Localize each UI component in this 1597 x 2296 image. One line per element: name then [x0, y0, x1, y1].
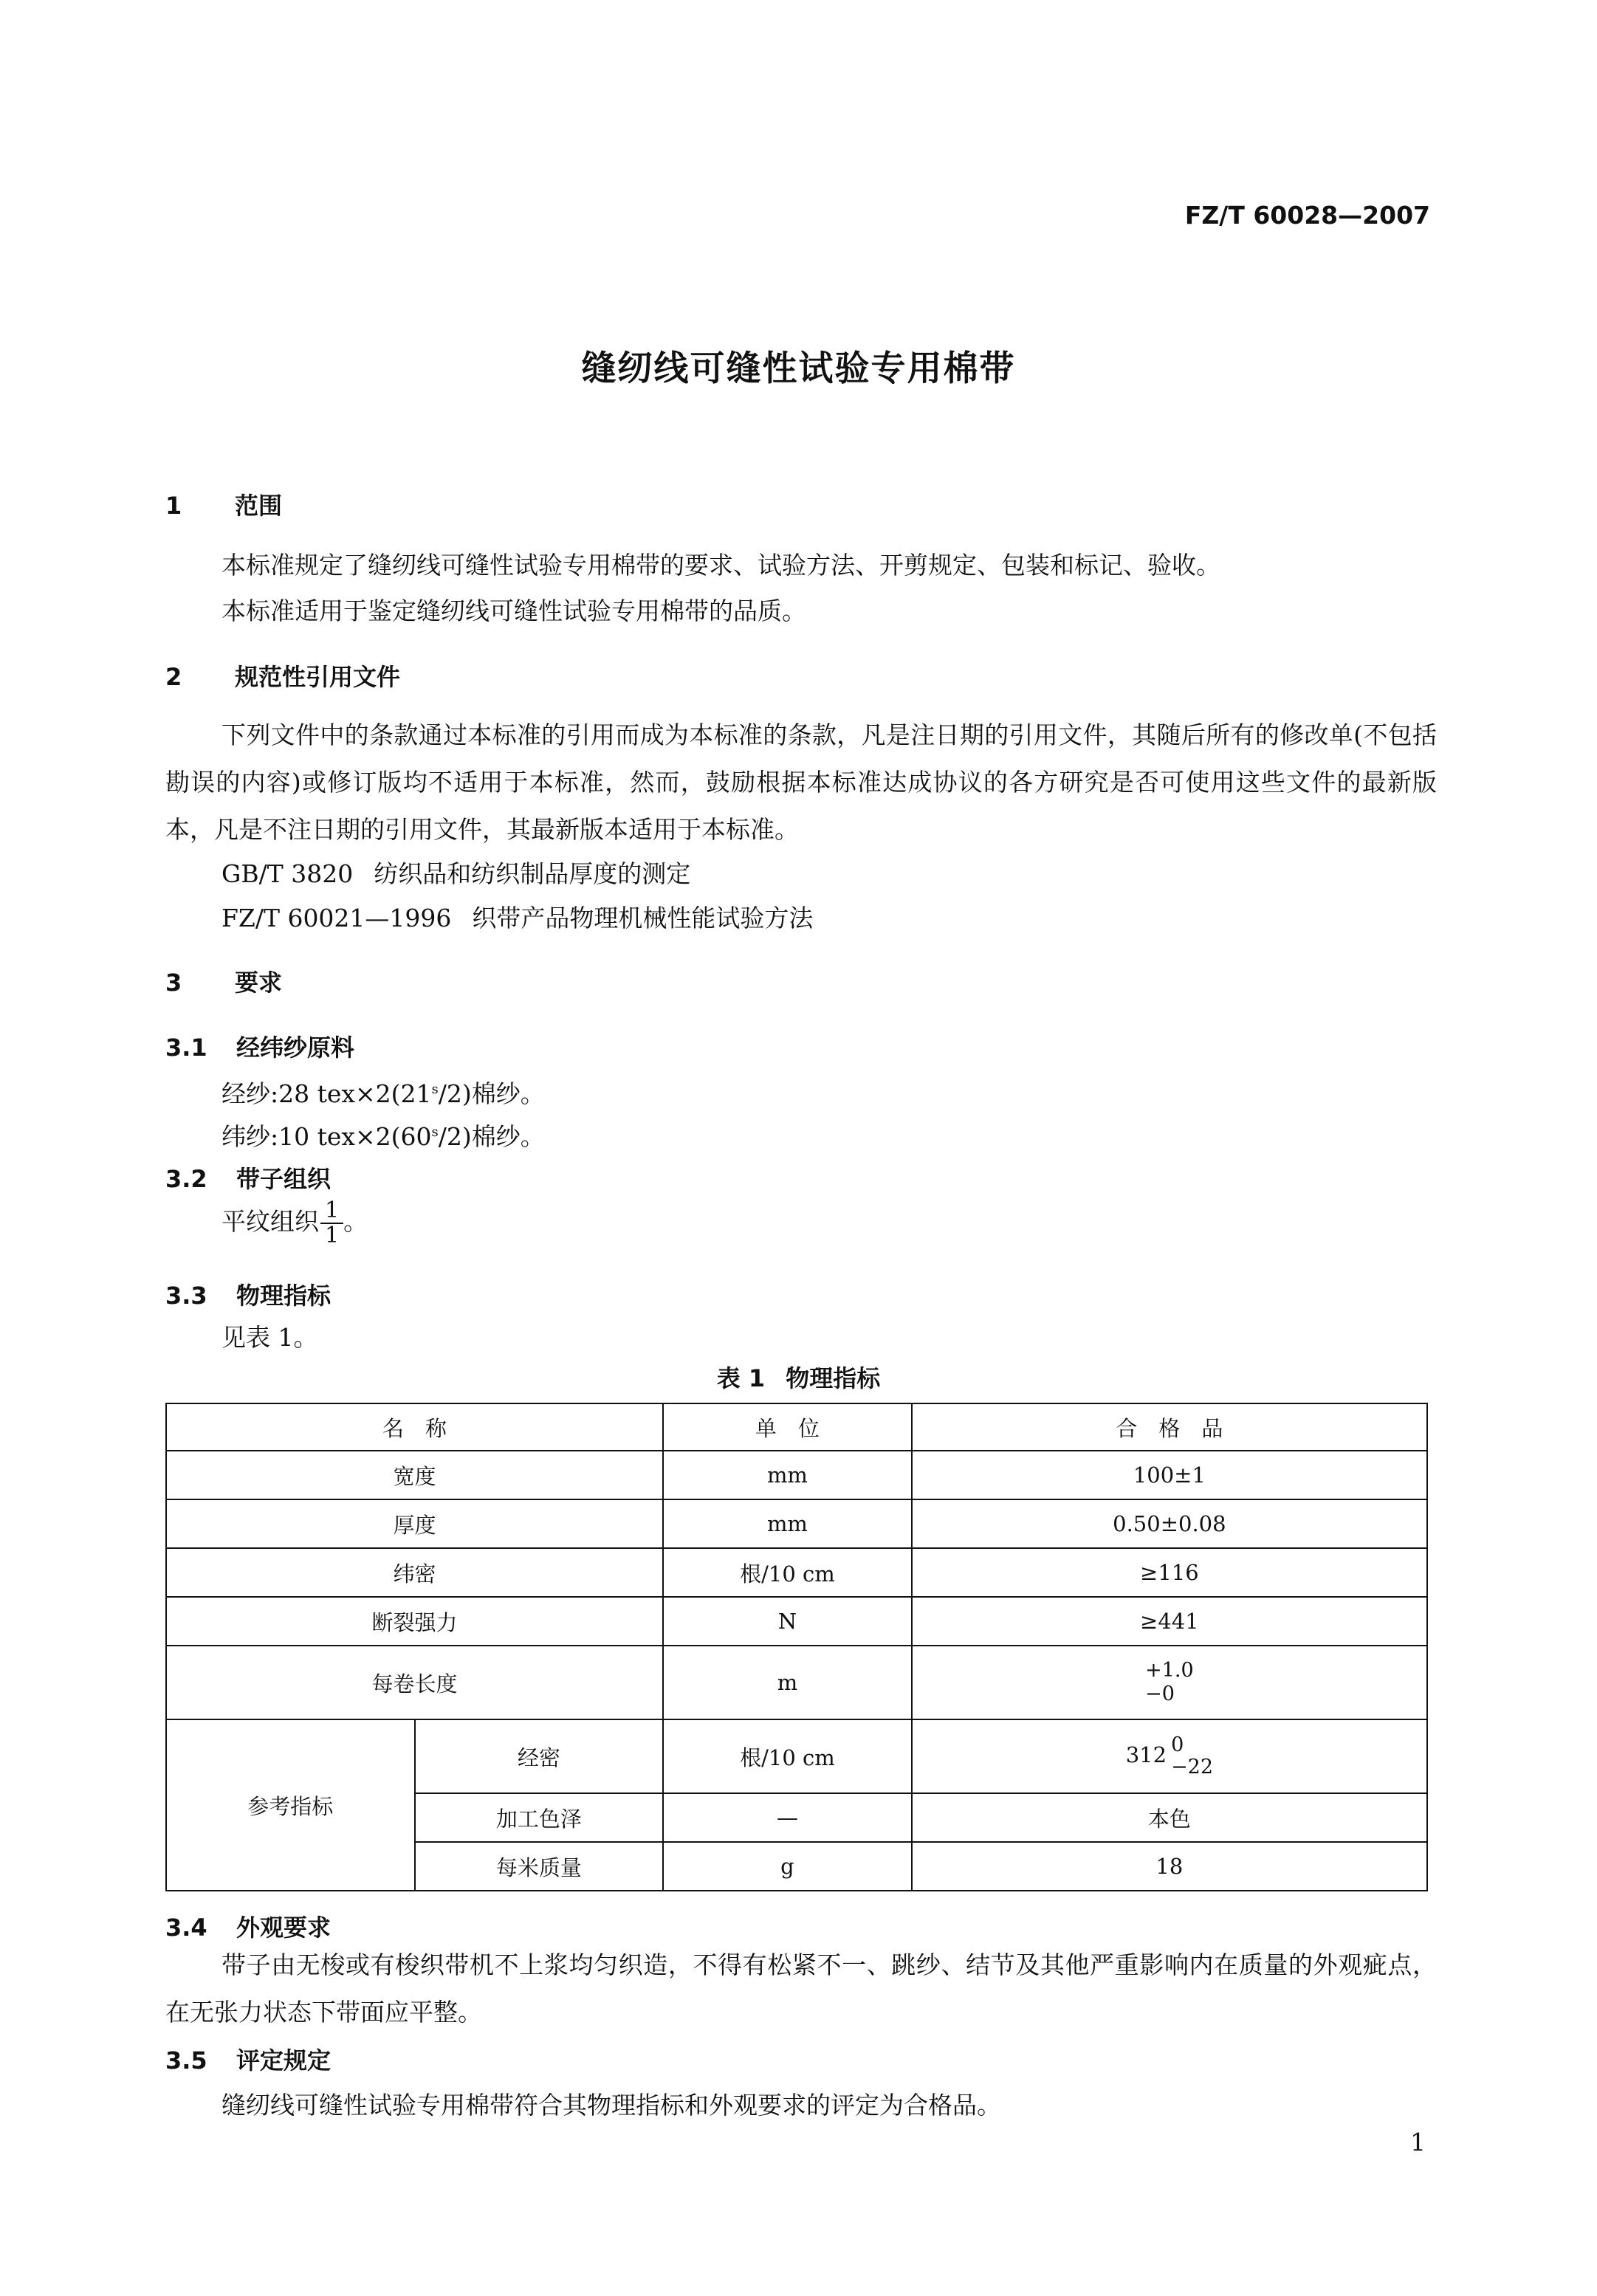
section-1-heading: [165, 487, 282, 521]
reference-item: [221, 855, 690, 890]
standard-code: FZ/T 60028—2007: [1184, 201, 1430, 230]
section-3-5-heading: [165, 2042, 331, 2076]
evaluation-rule-text: 缝纫线可缝性试验专用棉带符合其物理指标和外观要求的评定为合格品。: [221, 2091, 1001, 2120]
row-name: 每卷长度: [166, 1646, 663, 1719]
normative-references-paragraph: 下列文件中的条款通过本标准的引用而成为本标准的条款，凡是注日期的引用文件，其随后所有的修改单(不包括勘误的内容)或修订版均不适用于本标准，然而，鼓励根据本标准达成协议的各方研究是否可使用这些文件的最新版本，凡是不注日期的引用文件，其最新版本适用于本标准。: [165, 721, 1437, 844]
section-3-5-number: 3.5: [165, 2046, 207, 2075]
section-3-4-heading: [165, 1909, 331, 1943]
table-row: [166, 1499, 1427, 1548]
warp-yarn-spec: 经纱:28 $tex\times 2(21^s/2)$棉纱。: [221, 1079, 545, 1108]
row-unit: 根/10 cm: [663, 1719, 912, 1793]
section-2-heading: [165, 659, 400, 692]
warp-density-base: 312: [1125, 1742, 1167, 1767]
warp-density-tolerance: 0 −22: [1171, 1733, 1214, 1778]
reference-code: FZ/T 60021—1996: [221, 904, 452, 932]
section-3-number: 3: [165, 969, 182, 997]
row-name: 宽度: [166, 1451, 663, 1499]
section-2-number: 2: [165, 663, 182, 691]
weave-structure: 平纹组织 $\frac{1}{1}$ 。: [221, 1197, 368, 1248]
row-name: 断裂强力: [166, 1597, 663, 1646]
weft-yarn-spec: 纬纱:10 $tex\times 2(60^s/2)$棉纱。: [221, 1122, 545, 1151]
row-unit: —: [663, 1793, 912, 1842]
physical-index-table: [165, 1403, 1428, 1891]
row-name: 经密: [415, 1719, 664, 1793]
weave-fraction: $\frac{1}{1}$: [320, 1199, 343, 1248]
length-tolerance: +1.0 −0: [1145, 1659, 1194, 1705]
section-3-heading: [165, 964, 282, 998]
section-3-5-title: 评定规定: [236, 2046, 332, 2075]
row-unit: mm: [663, 1499, 912, 1548]
table-caption: [0, 1360, 1597, 1394]
row-value: ≥116: [912, 1548, 1427, 1597]
row-unit: g: [663, 1842, 912, 1891]
table-row: [166, 1548, 1427, 1597]
row-value: 18: [912, 1842, 1427, 1891]
row-name: 加工色泽: [415, 1793, 664, 1842]
section-2-title: 规范性引用文件: [235, 663, 401, 691]
section-3-1-heading: [165, 1029, 354, 1063]
scope-paragraph-2: 本标准适用于鉴定缝纫线可缝性试验专用棉带的品质。: [221, 597, 806, 625]
row-value: 100±1: [912, 1451, 1427, 1499]
table-row-length: [166, 1646, 1427, 1719]
section-3-2-heading: [165, 1161, 331, 1195]
table-caption-label: 表 1: [716, 1364, 766, 1392]
reference-title: 纺织品和纺织制品厚度的测定: [374, 859, 691, 888]
section-3-2-title: 带子组织: [236, 1165, 332, 1193]
table-row: [166, 1451, 1427, 1499]
row-unit: m: [663, 1646, 912, 1719]
section-3-3-number: 3.3: [165, 1282, 207, 1310]
row-unit: mm: [663, 1451, 912, 1499]
page-number: 1: [1410, 2128, 1426, 2156]
row-unit: 根/10 cm: [663, 1548, 912, 1597]
header-unit: 单 位: [663, 1403, 912, 1451]
section-1-number: 1: [165, 492, 182, 520]
row-name: 纬密: [166, 1548, 663, 1597]
section-3-2-number: 3.2: [165, 1165, 207, 1193]
row-value: 0.50±0.08: [912, 1499, 1427, 1548]
reference-item: [221, 899, 813, 934]
section-3-3-title: 物理指标: [236, 1282, 332, 1310]
appearance-requirement-text: 带子由无梭或有梭织带机不上浆均匀织造，不得有松紧不一、跳纱、结节及其他严重影响内在质量的外观疵点，在无张力状态下带面应平整。: [165, 1950, 1437, 2027]
section-3-1-number: 3.1: [165, 1034, 207, 1062]
row-value: ≥441: [912, 1597, 1427, 1646]
document-title: 缝纫线可缝性试验专用棉带: [581, 348, 1016, 389]
header-name: 名 称: [166, 1403, 663, 1451]
header-qualified: 合 格 品: [912, 1403, 1427, 1451]
row-value: [912, 1719, 1427, 1793]
row-value: 本色: [912, 1793, 1427, 1842]
scope-paragraph-1: 本标准规定了缝纫线可缝性试验专用棉带的要求、试验方法、开剪规定、包装和标记、验收。: [221, 551, 1220, 580]
table-row-warp-density: [166, 1719, 1427, 1793]
table-caption-title: 物理指标: [786, 1364, 881, 1392]
section-3-title: 要求: [235, 969, 283, 997]
section-3-4-title: 外观要求: [236, 1914, 332, 1942]
section-3-3-heading: [165, 1277, 331, 1311]
row-name: 厚度: [166, 1499, 663, 1548]
table-header-row: [166, 1403, 1427, 1451]
section-1-title: 范围: [235, 492, 283, 520]
reference-code: GB/T 3820: [221, 859, 354, 888]
section-3-4-number: 3.4: [165, 1914, 207, 1942]
see-table-text: 见表 1。: [221, 1323, 318, 1352]
section-3-1-title: 经纬纱原料: [236, 1034, 355, 1062]
reference-group-label: 参考指标: [166, 1719, 415, 1891]
row-name: 每米质量: [415, 1842, 664, 1891]
reference-title: 织带产品物理机械性能试验方法: [472, 904, 814, 932]
table-row: [166, 1597, 1427, 1646]
row-value: [912, 1646, 1427, 1719]
row-unit: N: [663, 1597, 912, 1646]
